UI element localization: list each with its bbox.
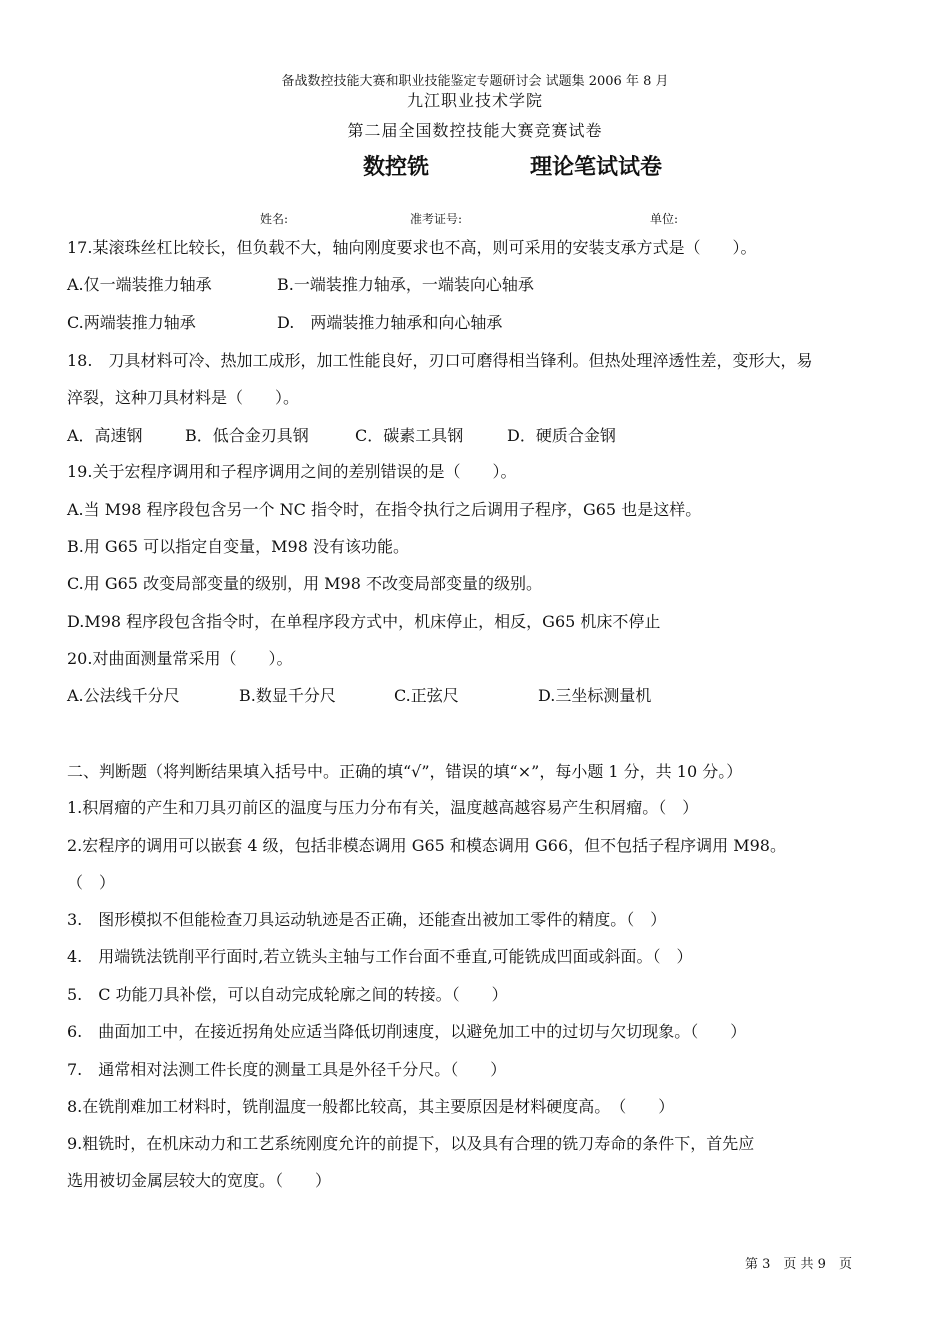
question-20-stem: 20.对曲面测量常采用（ ）。 — [67, 649, 293, 668]
question-17-option-c: C.两端装推力轴承 — [67, 313, 196, 332]
question-17-option-d: D. 两端装推力轴承和向心轴承 — [277, 313, 503, 332]
question-20-options-row — [67, 683, 887, 707]
judgment-item-6: 6. 曲面加工中，在接近拐角处应适当降低切削速度，以避免加工中的过切与欠切现象。（ ） — [67, 1022, 747, 1041]
question-20-option-a: A.公法线千分尺 — [67, 686, 180, 705]
name-label: 姓名: — [260, 212, 289, 226]
question-18-options-row — [67, 423, 887, 447]
header-top-line: 备战数控技能大赛和职业技能鉴定专题研讨会 试题集 2006 年 8 月 — [281, 74, 669, 89]
judgment-item-1: 1.积屑瘤的产生和刀具刃前区的温度与压力分布有关，温度越高越容易产生积屑瘤。（ ） — [67, 798, 699, 817]
question-19-option-d: D.M98 程序段包含指令时，在单程序段方式中，机床停止，相反，G65 机床不停止 — [67, 612, 661, 631]
question-20-option-c: C.正弦尺 — [394, 686, 459, 705]
question-17-option-b: B.一端装推力轴承，一端装向心轴承 — [277, 275, 534, 294]
question-19-option-b: B.用 G65 可以指定自变量，M98 没有该功能。 — [67, 537, 409, 556]
subject-title: 数控铣 — [363, 155, 430, 180]
school-name: 九江职业技术学院 — [406, 91, 543, 110]
judgment-item-3: 3. 图形模拟不但能检查刀具运动轨迹是否正确，还能查出被加工零件的精度。（ ） — [67, 910, 667, 929]
ticket-number-label: 准考证号: — [410, 212, 463, 226]
question-18-option-a: A．高速钢 — [67, 426, 143, 445]
question-19-option-a: A.当 M98 程序段包含另一个 NC 指令时，在指令执行之后调用子程序，G65 也是这样。 — [67, 500, 702, 519]
unit-label: 单位: — [650, 212, 679, 226]
question-17-options-row2 — [67, 310, 887, 334]
judgment-item-9-line2: 选用被切金属层较大的宽度。（ ） — [67, 1171, 332, 1190]
section-2-title: 二、判断题（将判断结果填入括号中。正确的填“√”，错误的填“×”，每小题 1 分，共 10 分。） — [67, 762, 743, 781]
judgment-item-5: 5. C 功能刀具补偿，可以自动完成轮廓之间的转接。（ ） — [67, 985, 508, 1004]
judgment-item-7: 7. 通常相对法测工件长度的测量工具是外径千分尺。（ ） — [67, 1060, 507, 1079]
judgment-item-8: 8.在铣削难加工材料时，铣削温度一般都比较高，其主要原因是材料硬度高。 （ ） — [67, 1097, 675, 1116]
question-18-option-c: C．碳素工具钢 — [355, 426, 464, 445]
subject-row — [0, 150, 950, 184]
question-17-options-row1 — [67, 272, 887, 296]
question-17-stem: 17.某滚珠丝杠比较长，但负载不大，轴向刚度要求也不高，则可采用的安装支承方式是（ ）。 — [67, 238, 757, 257]
question-20-option-d: D.三坐标测量机 — [538, 686, 652, 705]
exam-title: 第二届全国数控技能大赛竞赛试卷 — [347, 121, 603, 140]
question-19-option-c: C.用 G65 改变局部变量的级别，用 M98 不改变局部变量的级别。 — [67, 574, 542, 593]
paper-type-title: 理论笔试试卷 — [530, 155, 663, 180]
judgment-item-2: 2.宏程序的调用可以嵌套 4 级，包括非模态调用 G65 和模态调用 G66，但不包括子程序调用 M98。 — [67, 836, 786, 855]
page-number-footer: 第 3 页 共 9 页 — [745, 1257, 852, 1272]
question-18-option-b: B．低合金刃具钢 — [185, 426, 309, 445]
judgment-item-2-bracket: （ ） — [67, 873, 116, 892]
judgment-item-9-line1: 9.粗铣时，在机床动力和工艺系统刚度允许的前提下，以及具有合理的铣刀寿命的条件下，首先应 — [67, 1134, 755, 1153]
question-18-stem-line1: 18. 刀具材料可冷、热加工成形，加工性能良好，刃口可磨得相当锋利。但热处理淬透性差，变形大，易 — [67, 351, 813, 370]
question-18-option-d: D．硬质合金钢 — [507, 426, 616, 445]
question-18-stem-line2: 淬裂，这种刀具材料是（ ）。 — [67, 388, 300, 407]
question-17-option-a: A.仅一端装推力轴承 — [67, 275, 212, 294]
question-19-stem: 19.关于宏程序调用和子程序调用之间的差别错误的是（ ）。 — [67, 462, 517, 481]
judgment-item-4: 4. 用端铣法铣削平行面时,若立铣头主轴与工作台面不垂直,可能铣成凹面或斜面。（ ） — [67, 947, 693, 966]
question-20-option-b: B.数显千分尺 — [239, 686, 336, 705]
